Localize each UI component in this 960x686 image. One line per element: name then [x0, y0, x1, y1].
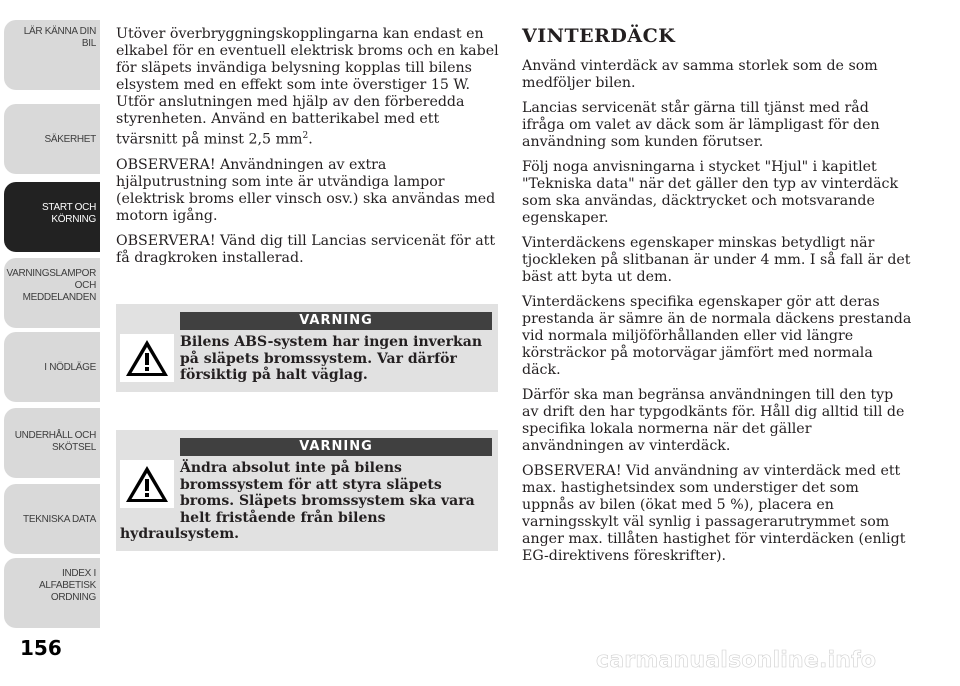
tab-label: LÄR KÄNNA DIN — [23, 26, 96, 37]
warning-triangle-icon — [120, 334, 174, 382]
section-heading: VINTERDÄCK — [522, 25, 676, 47]
tab-label: SÄKERHET — [44, 134, 96, 145]
paragraph: Därför ska man begränsa användningen till den typ av drift den har typgodkänts för. Håll dig alltid till de specifika lokala normerna när det gäller användningen av vinterdäck. — [522, 387, 905, 454]
tab-tekniska-data[interactable] — [4, 484, 100, 554]
tab-label: BIL — [81, 38, 96, 49]
left-column — [116, 26, 500, 275]
tab-label: INDEX I — [61, 568, 96, 579]
warning-text: Ändra absolut inte på bilens bromssystem för att styra släpets broms. Släpets bromssystem ska vara helt fristående från bilens hydraulsystem. — [120, 460, 475, 542]
tab-label: ORDNING — [50, 592, 96, 603]
warning-box-brake — [116, 430, 498, 551]
tab-label: START OCH — [42, 202, 96, 213]
warning-text-block — [120, 460, 492, 543]
right-column — [522, 26, 912, 573]
tab-label: KÖRNING — [51, 214, 96, 225]
paragraph: Vinterdäckens specifika egenskaper gör att deras prestanda är sämre än de normala däckens prestanda vid normala miljöförhållanden eller vid längre körsträckor på motorvägar jämfört med normala däck. — [522, 294, 912, 378]
chapter-sidebar — [0, 0, 100, 686]
warning-triangle-icon — [120, 460, 174, 508]
tab-sakerhet[interactable] — [4, 104, 100, 174]
paragraph: Lancias servicenät står gärna till tjänst med råd ifråga om valet av däck som är lämpligast för den användning som kunden förutser. — [522, 100, 880, 150]
watermark: carmanualsonline.info — [596, 648, 877, 673]
tab-label: MEDDELANDEN — [22, 292, 96, 303]
paragraph: OBSERVERA! Vänd dig till Lancias servicenät för att få dragkroken installerad. — [116, 232, 496, 266]
tab-label: TEKNISKA DATA — [23, 514, 96, 525]
tab-lar-kanna-din-bil[interactable] — [4, 20, 100, 90]
tab-label: I NÖDLÄGE — [44, 362, 96, 373]
tab-label: VARNINGSLAMPOR — [6, 268, 96, 279]
tab-index[interactable] — [4, 558, 100, 628]
tab-underhall-och-skotsel[interactable] — [4, 408, 100, 478]
warning-text-block — [120, 334, 492, 384]
paragraph: Utöver överbryggningskopplingarna kan endast en elkabel för en eventuell elektrisk broms och en kabel för släpets invändiga belysning kopplas till bilens elsystem med en effekt som inte överstiger 15 W. Utför anslutningen med hjälp av den förberedda styrenheten. Använd en batterikabel med ett tvärsnitt på minst 2,5 $mm^2$. — [116, 26, 499, 148]
page-number: 156 — [20, 636, 62, 660]
paragraph: Följ noga anvisningarna i stycket "Hjul" i kapitlet "Tekniska data" när det gäller den typ av vinterdäck som ska användas, däcktrycket och motsvarande egenskaper. — [522, 159, 899, 226]
paragraph: Använd vinterdäck av samma storlek som de som medföljer bilen. — [522, 58, 878, 91]
tab-start-och-korning[interactable] — [4, 182, 100, 252]
warning-label: VARNING — [180, 438, 492, 456]
tab-varningslampor[interactable] — [4, 258, 100, 328]
paragraph: OBSERVERA! Vid användning av vinterdäck med ett max. hastighetsindex som understiger det som uppnås av bilen (ökat med 5 %), placera en varningsskylt väl synlig i passagerarutrymmet som anger max. tillåten hastighet för vinterdäcken (enligt EG-direktivens föreskrifter). — [522, 463, 906, 564]
tab-i-nodlage[interactable] — [4, 332, 100, 402]
warning-label: VARNING — [180, 312, 492, 330]
warning-text: Bilens ABS-system har ingen inverkan på släpets bromssystem. Var därför försiktig på halt väglag. — [180, 334, 483, 383]
tab-label: UNDERHÅLL OCH — [14, 430, 96, 441]
paragraph: Vinterdäckens egenskaper minskas betydligt när tjockleken på slitbanan är under 4 mm. I så fall är det bäst att byta ut dem. — [522, 235, 911, 285]
tab-label: SKÖTSEL — [51, 442, 96, 453]
warning-box-abs — [116, 304, 498, 392]
paragraph: OBSERVERA! Användningen av extra hjälputrustning som inte är utvändiga lampor (elektrisk broms eller vinsch osv.) ska användas med motorn igång. — [116, 156, 496, 224]
tab-label: ALFABETISK — [38, 580, 96, 591]
tab-label: OCH — [74, 280, 96, 291]
